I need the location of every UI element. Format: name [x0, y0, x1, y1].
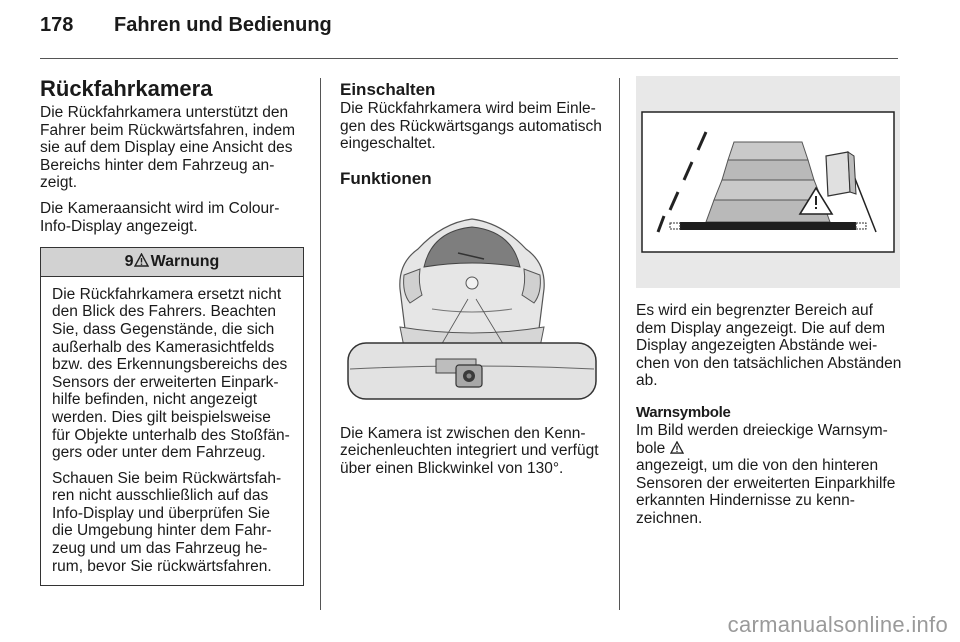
- warning-ref-icon: 9: [124, 253, 134, 271]
- warning-paragraph-2: Schauen Sie beim Rückwärtsfahren nicht ausschließlich auf das Info-Display und überprüfen Sie die Umgebung hinter dem Fahrzeug und um das Fahrzeug herum, bevor Sie rückwärtsfahren.: [52, 469, 282, 575]
- paragraph-einschalten: Die Rückfahrkamera wird beim Einlegen des Rückwärtsgangs automatisch eingeschaltet.: [340, 100, 602, 153]
- heading-warnsymbole: Warnsymbole: [636, 403, 731, 421]
- rear-camera-illustration: [340, 197, 602, 415]
- chapter-title: Fahren und Bedienung: [114, 14, 332, 36]
- heading-einschalten: Einschalten: [340, 80, 436, 99]
- page-number: 178: [40, 14, 74, 36]
- column-divider-2: [619, 78, 620, 610]
- paragraph-display-range: Es wird ein begrenzter Bereich auf dem Display angezeigt. Die auf dem Display angezeigten Abstände weichen von den tatsächlichen Abständen ab.: [636, 302, 902, 390]
- heading-funktionen: Funktionen: [340, 168, 432, 188]
- paragraph-funktionen: Die Kamera ist zwischen den Kennzeichenleuchten integriert und verfügt über einen Blickwinkel von 130°.: [340, 424, 599, 477]
- intro-paragraph: Die Rückfahrkamera unterstützt den Fahrer beim Rückwärtsfahren, indem sie auf dem Display eine Ansicht des Bereichs hinter dem Fahrzeug anzeigt.: [40, 104, 295, 192]
- column-middle: [340, 76, 606, 486]
- warning-box: [40, 247, 304, 586]
- section-title: Rückfahrkamera: [40, 76, 213, 101]
- warning-title: Warnung: [150, 253, 220, 271]
- warning-triangle-icon-inline: [670, 441, 684, 454]
- warnsymbole-text-a: Im Bild werden dreieckige Warnsymbole: [636, 421, 888, 457]
- column-right: [636, 76, 904, 536]
- page-header: [40, 14, 332, 37]
- watermark-text: carmanualsonline.info: [727, 612, 948, 637]
- warning-body: [41, 277, 303, 586]
- paragraph-warnsymbole-a: [636, 422, 904, 457]
- camera-display-illustration: [636, 76, 900, 288]
- warning-header: [41, 248, 303, 277]
- column-left: [40, 76, 304, 586]
- header-rule: [40, 58, 898, 59]
- display-paragraph: Die Kameraansicht wird im Colour-Info-Display angezeigt.: [40, 199, 280, 235]
- warning-triangle-icon: [134, 253, 149, 267]
- warning-paragraph-1: Die Rückfahrkamera ersetzt nicht den Blick des Fahrers. Beachten Sie, dass Gegenstände, die sich außerhalb des Kamerasichtfelds bzw. des Erkennungsbereichs des Sensors der erweiterten Einparkhilfe befinden, nicht angezeigt werden. Dies gilt beispielsweise für Objekte unterhalb des Stoßfängers oder unter dem Fahrzeug.: [52, 285, 290, 462]
- column-divider-1: [320, 78, 321, 610]
- paragraph-warnsymbole-b: angezeigt, um die von den hinteren Sensoren der erweiterten Einparkhilfe erkannten Hindernisse zu kennzeichnen.: [636, 457, 896, 527]
